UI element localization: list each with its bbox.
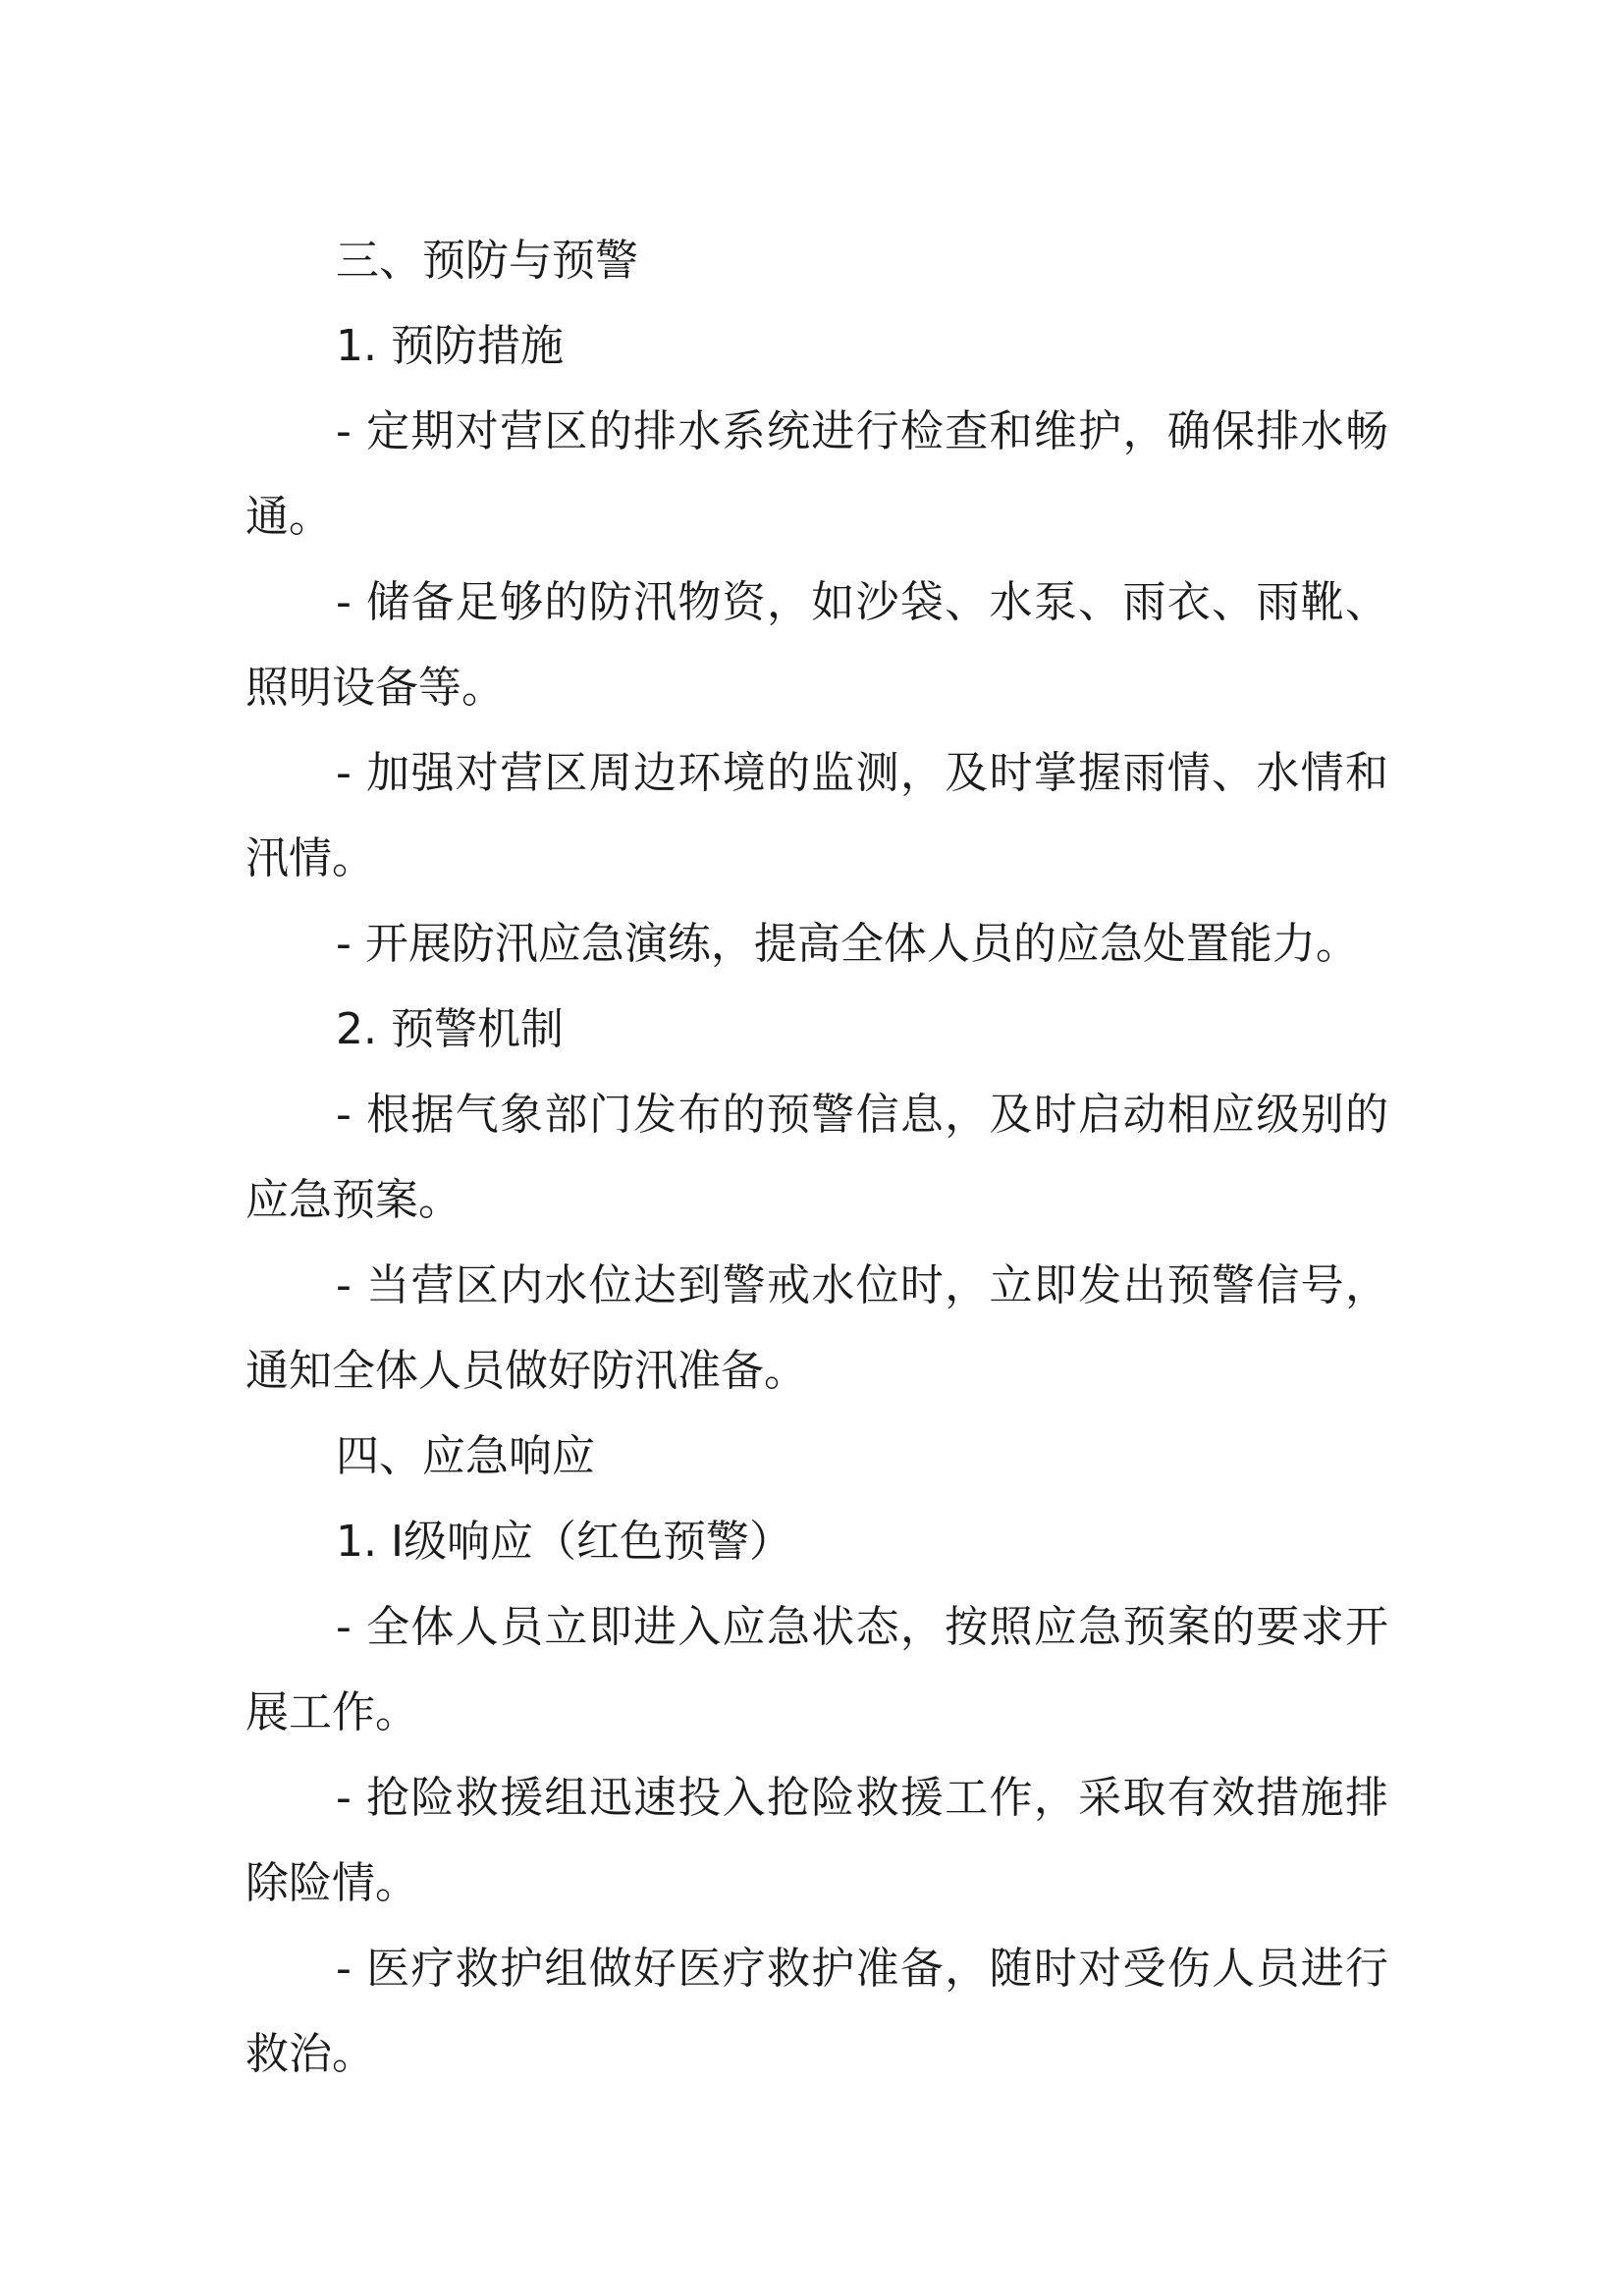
subsection-heading-warning: 2. 预警机制 bbox=[336, 1004, 564, 1054]
document-body bbox=[245, 218, 1388, 2097]
bullet-environment-monitoring: - 加强对营区周边环境的监测，及时掌握雨情、水情和汛情。 bbox=[245, 748, 1388, 883]
bullet-rescue-team: - 抢险救援组迅速投入抢险救援工作，采取有效措施排除险情。 bbox=[245, 1773, 1388, 1908]
section-heading-response: 四、应急响应 bbox=[336, 1431, 595, 1481]
bullet-weather-warning: - 根据气象部门发布的预警信息，及时启动相应级别的应急预案。 bbox=[245, 1090, 1388, 1225]
bullet-medical-team: - 医疗救护组做好医疗救护准备，随时对受伤人员进行救治。 bbox=[245, 1944, 1388, 2079]
bullet-water-level-alert: - 当营区内水位达到警戒水位时，立即发出预警信号，通知全体人员做好防汛准备。 bbox=[245, 1260, 1388, 1396]
bullet-all-staff-emergency: - 全体人员立即进入应急状态，按照应急预案的要求开展工作。 bbox=[245, 1602, 1388, 1737]
bullet-flood-supplies: - 储备足够的防汛物资，如沙袋、水泵、雨衣、雨靴、照明设备等。 bbox=[245, 577, 1388, 713]
section-heading-prevention: 三、预防与预警 bbox=[336, 236, 638, 286]
subsection-heading-level-one: 1. Ⅰ级响应（红色预警） bbox=[336, 1517, 792, 1567]
bullet-emergency-drill: - 开展防汛应急演练，提高全体人员的应急处置能力。 bbox=[336, 919, 1359, 969]
subsection-heading-measures: 1. 预防措施 bbox=[336, 321, 564, 371]
bullet-drainage-check: - 定期对营区的排水系统进行检查和维护，确保排水畅通。 bbox=[245, 406, 1388, 542]
